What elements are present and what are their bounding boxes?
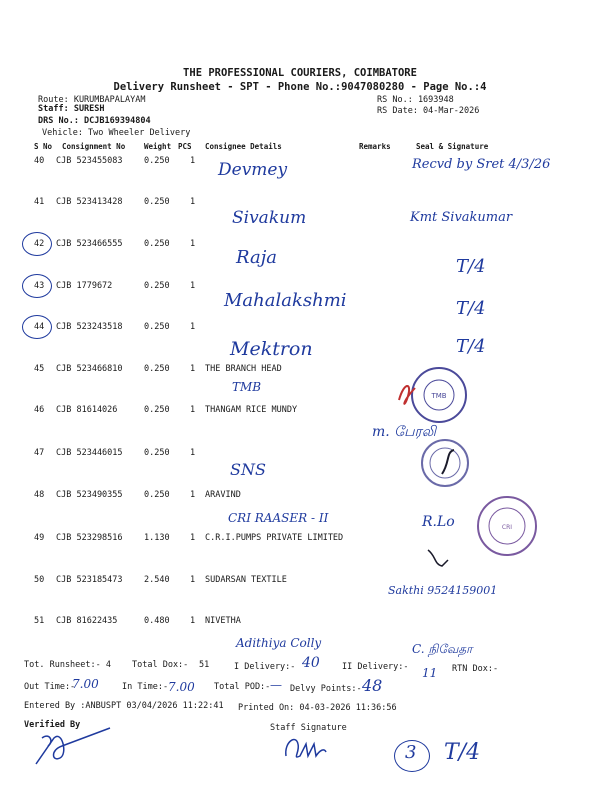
row-consignment: CJB 523466810 <box>56 364 123 374</box>
row-sno: 47 <box>34 448 45 458</box>
hw-consignee: Raja <box>236 247 278 268</box>
hw-i-delivery: 40 <box>302 655 320 671</box>
runsheet-title: Delivery Runsheet - SPT - Phone No.:9047080280 - Page No.:4 <box>113 81 487 93</box>
entered-by: Entered By :ANBUSPT 03/04/2026 11:22:41 <box>24 701 224 711</box>
round-seal-icon <box>420 438 470 488</box>
staff-signature-icon <box>280 730 330 764</box>
row-pcs: 1 <box>190 239 196 249</box>
ii-delivery-label: II Delivery:- <box>342 662 409 672</box>
in-time-label: In Time:- <box>122 682 169 692</box>
row-consignee: THE BRANCH HEAD <box>205 364 282 374</box>
row-pcs: 1 <box>190 490 196 500</box>
hw-signature: Recvd by Sret 4/3/26 <box>412 157 551 172</box>
hw-in-time: 7.00 <box>168 680 195 694</box>
col-consignment: Consignment No <box>62 142 126 151</box>
row-sno: 42 <box>34 239 45 249</box>
hw-consignee: TMB <box>232 380 262 394</box>
row-consignee: ARAVIND <box>205 490 241 500</box>
hw-out-time: 7.00 <box>72 677 99 691</box>
staff-label: Staff: SURESH <box>38 104 105 114</box>
i-delivery-label: I Delivery:- <box>234 662 296 672</box>
pumps-seal-icon <box>476 495 538 557</box>
row-sno: 48 <box>34 490 45 500</box>
bank-seal-icon <box>410 366 468 424</box>
out-time-label: Out Time:- <box>24 682 76 692</box>
row-pcs: 1 <box>190 197 196 207</box>
tot-runsheet: Tot. Runsheet:- 4 <box>24 660 111 670</box>
row-consignee: C.R.I.PUMPS PRIVATE LIMITED <box>205 533 344 543</box>
row-pcs: 1 <box>190 364 196 374</box>
row-weight: 0.250 <box>144 448 170 458</box>
rs-date: RS Date: 04-Mar-2026 <box>377 106 480 116</box>
column-headers <box>0 142 600 154</box>
row-pcs: 1 <box>190 448 196 458</box>
row-weight: 2.540 <box>144 575 170 585</box>
route-label: Route: KURUMBAPALAYAM <box>38 95 146 105</box>
svg-text:TMB: TMB <box>431 392 447 400</box>
row-consignment: CJB 523455083 <box>56 156 123 166</box>
row-weight: 1.130 <box>144 533 170 543</box>
row-sno: 51 <box>34 616 45 626</box>
row-consignee: SUDARSAN TEXTILE <box>205 575 287 585</box>
hw-consignee: Adithiya Colly <box>236 636 322 650</box>
hw-signature: Kmt Sivakumar <box>410 210 513 225</box>
row-consignee: THANGAM RICE MUNDY <box>205 405 298 415</box>
hw-signature: T/4 <box>456 336 486 357</box>
verified-signature-icon <box>32 724 114 768</box>
hw-bottom-mark: T/4 <box>444 740 481 765</box>
row-sno: 50 <box>34 575 45 585</box>
row-pcs: 1 <box>190 616 196 626</box>
row-consignment: CJB 523243518 <box>56 322 123 332</box>
hw-delvy-points: 48 <box>362 676 383 695</box>
rs-number: RS No.: 1693948 <box>377 95 454 105</box>
hw-consignee: CRI RAASER - II <box>228 511 329 525</box>
hw-signature: T/4 <box>456 256 486 277</box>
hw-consignee: SNS <box>230 460 266 479</box>
row-weight: 0.250 <box>144 405 170 415</box>
row-weight: 0.250 <box>144 281 170 291</box>
total-dox-value: 51 <box>199 660 210 670</box>
total-pod-label: Total POD:- <box>214 682 271 692</box>
signature-scribble-icon <box>426 546 452 570</box>
row-pcs: 1 <box>190 405 196 415</box>
row-consignment: CJB 523298516 <box>56 533 123 543</box>
col-seal: Seal & Signature <box>416 142 489 151</box>
hw-signature: Sakthi 9524159001 <box>388 584 498 597</box>
hw-consignee: Mahalakshmi <box>224 290 347 311</box>
col-remarks: Remarks <box>359 142 391 151</box>
circle-mark <box>22 315 52 339</box>
row-consignment: CJB 523466555 <box>56 239 123 249</box>
col-consignee: Consignee Details <box>205 142 282 151</box>
hw-signature: R.Lo <box>422 514 455 530</box>
delvy-points-label: Delvy Points:- <box>290 684 362 694</box>
row-weight: 0.250 <box>144 490 170 500</box>
row-weight: 0.250 <box>144 239 170 249</box>
company-title: THE PROFESSIONAL COURIERS, COIMBATORE <box>183 67 417 79</box>
drs-number: DRS No.: DCJB169394804 <box>38 116 151 126</box>
col-sno: S No <box>34 142 53 151</box>
row-consignment: CJB 523413428 <box>56 197 123 207</box>
row-pcs: 1 <box>190 281 196 291</box>
hw-circle-number: 3 <box>405 742 417 763</box>
row-consignment: CJB 523185473 <box>56 575 123 585</box>
hw-consignee: Devmey <box>218 160 288 180</box>
total-dox-label: Total Dox:- <box>132 660 189 670</box>
svg-text:CRI: CRI <box>501 524 513 531</box>
hw-signature: m. பேரலி <box>372 424 437 440</box>
row-sno: 49 <box>34 533 45 543</box>
hw-consignee: Sivakum <box>232 208 307 228</box>
row-consignment: CJB 1779672 <box>56 281 113 291</box>
row-sno: 45 <box>34 364 45 374</box>
staff-signature-label: Staff Signature <box>270 723 347 733</box>
hw-signature: C. நிவேதா <box>412 642 473 656</box>
col-weight: Weight <box>144 142 172 151</box>
row-weight: 0.250 <box>144 322 170 332</box>
hw-signature: T/4 <box>456 298 486 319</box>
hw-total-pod: — <box>270 678 282 692</box>
row-sno: 40 <box>34 156 45 166</box>
row-consignment: CJB 81622435 <box>56 616 118 626</box>
hw-ii-delivery: 11 <box>422 666 438 680</box>
row-sno: 46 <box>34 405 45 415</box>
verified-by-label: Verified By <box>24 720 81 730</box>
vehicle-label: Vehicle: Two Wheeler Delivery <box>42 128 191 138</box>
signature-scribble-icon <box>396 380 418 406</box>
row-weight: 0.250 <box>144 156 170 166</box>
hw-consignee: Mektron <box>230 338 313 360</box>
row-pcs: 1 <box>190 533 196 543</box>
row-pcs: 1 <box>190 156 196 166</box>
rtn-dox-label: RTN Dox:- <box>452 664 499 674</box>
circle-mark <box>22 232 52 256</box>
row-sno: 43 <box>34 281 45 291</box>
printed-on: Printed On: 04-03-2026 11:36:56 <box>238 703 397 713</box>
row-weight: 0.250 <box>144 364 170 374</box>
row-weight: 0.480 <box>144 616 170 626</box>
row-consignee: NIVETHA <box>205 616 241 626</box>
row-consignment: CJB 523490355 <box>56 490 123 500</box>
row-sno: 44 <box>34 322 45 332</box>
row-pcs: 1 <box>190 322 196 332</box>
row-consignment: CJB 523446015 <box>56 448 123 458</box>
circle-mark <box>22 274 52 298</box>
row-pcs: 1 <box>190 575 196 585</box>
row-consignment: CJB 81614026 <box>56 405 118 415</box>
row-weight: 0.250 <box>144 197 170 207</box>
row-sno: 41 <box>34 197 45 207</box>
col-pcs: PCS <box>178 142 192 151</box>
